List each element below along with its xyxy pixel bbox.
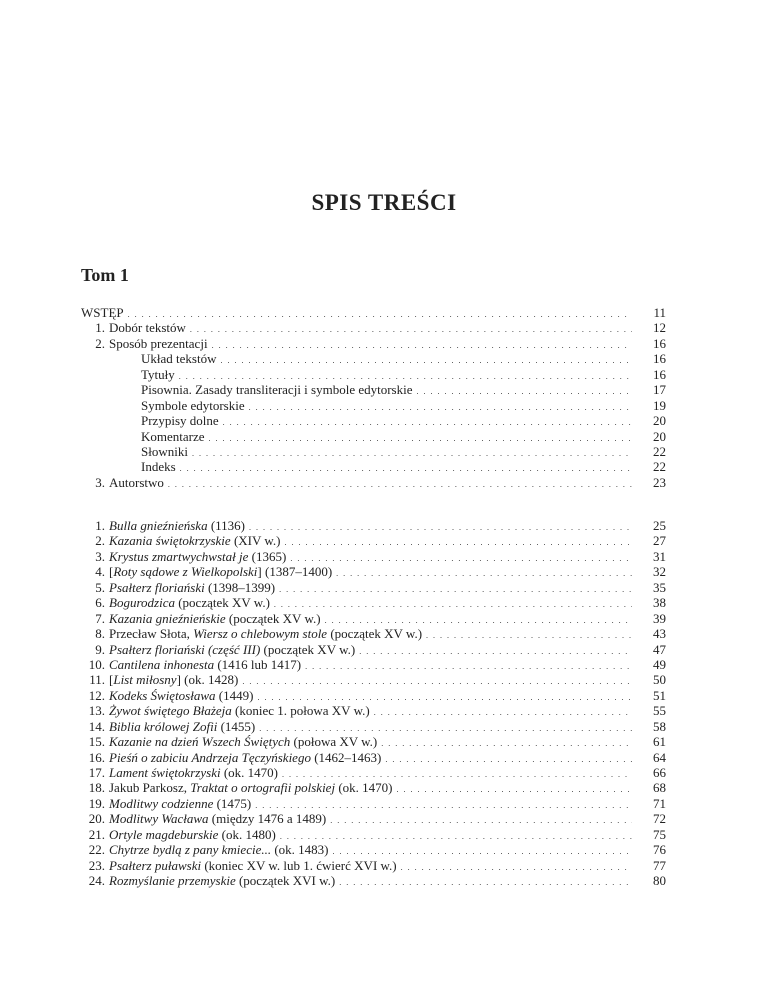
toc-entry-date: (1398–1399) <box>204 579 276 595</box>
toc-entry-label <box>81 750 381 765</box>
toc-entry <box>81 827 666 842</box>
toc-entry-number: 17. <box>88 765 105 780</box>
toc-entry <box>81 305 666 320</box>
toc-entry-number: 6. <box>95 595 105 611</box>
toc-page-number: 50 <box>653 672 666 688</box>
toc-entry-number: 9. <box>95 641 105 657</box>
dot-leader <box>385 752 632 767</box>
toc-entry-number: 3. <box>95 548 105 564</box>
toc-entry <box>81 672 666 687</box>
toc-page-number: 22 <box>653 459 666 475</box>
toc-entry-title-italic: Modlitwy Wacława <box>109 811 209 827</box>
toc-entry <box>81 580 666 595</box>
toc-entry-title-italic: Lament świętokrzyski <box>109 765 221 780</box>
toc-entry-label <box>81 873 335 888</box>
dot-leader <box>426 628 632 643</box>
toc-entry-text: Układ tekstów <box>141 351 217 367</box>
toc-entry-date: (ok. 1480) <box>218 826 276 842</box>
toc-entry <box>81 459 666 474</box>
toc-entry <box>81 796 666 811</box>
toc-entry <box>81 765 666 780</box>
toc-page-number: 64 <box>653 749 666 765</box>
toc-entry-number: 13. <box>88 703 105 719</box>
toc-entry-title-italic: Kazania gnieźnieńskie <box>109 610 226 626</box>
toc-entry-title-italic: Chytrze bydlą z pany kmiecie... <box>109 842 272 858</box>
toc-entry <box>81 336 666 351</box>
toc-page-number: 38 <box>653 595 666 611</box>
page-title: SPIS TREŚCI <box>311 190 457 215</box>
toc-page-number: 68 <box>653 780 666 796</box>
dot-leader <box>381 736 632 751</box>
toc-page-number: 49 <box>653 656 666 672</box>
toc-entry-date: (początek XV w.) <box>225 610 321 626</box>
toc-entry-text: Pisownia. Zasady transliteracji i symbole edytorskie <box>141 382 413 398</box>
toc-entry-label <box>81 672 238 687</box>
toc-entry-number: 21. <box>88 826 105 842</box>
toc-entry-label <box>81 367 175 382</box>
toc-entry-text: Jakub Parkosz, <box>109 780 191 796</box>
dot-leader <box>249 520 632 535</box>
toc-entry <box>81 413 666 428</box>
toc-entry-label <box>81 811 326 826</box>
toc-entry <box>81 444 666 459</box>
toc-entry-label <box>81 657 301 672</box>
toc-page-number: 75 <box>653 826 666 842</box>
toc-entry-label <box>81 320 186 335</box>
toc-entry-number: 4. <box>95 564 105 580</box>
toc-entry-title-italic: Kodeks Świętosława <box>109 687 216 703</box>
toc-entry <box>81 642 666 657</box>
toc-entry-number: 12. <box>88 687 105 703</box>
toc-entry-date: (ok. 1470) <box>220 765 278 780</box>
toc-entry-text: Symbole edytorskie <box>141 397 245 413</box>
toc-entry <box>81 595 666 610</box>
toc-entry-label <box>81 549 286 564</box>
toc-entry-date: (XIV w.) <box>230 533 281 549</box>
toc-page-number: 80 <box>653 873 666 889</box>
dot-leader <box>401 860 632 875</box>
toc-entry-label <box>81 703 370 718</box>
toc-entry-number: 11. <box>89 672 105 688</box>
toc-entry-date: (1365) <box>248 548 287 564</box>
toc-entry-number: 3. <box>95 474 105 490</box>
toc-page-number: 76 <box>653 842 666 858</box>
toc-entry-text: [ <box>109 672 114 688</box>
toc-entry-label <box>81 459 176 474</box>
toc-entry-date: (1416 lub 1417) <box>214 656 302 672</box>
toc-entry <box>81 564 666 579</box>
toc-page-number: 20 <box>653 413 666 429</box>
toc-page-number: 17 <box>653 382 666 398</box>
toc-page-number: 22 <box>653 443 666 459</box>
toc-page-number: 35 <box>653 579 666 595</box>
toc-entry-number: 14. <box>88 718 105 734</box>
toc-entry-label <box>81 796 251 811</box>
toc-page-number: 19 <box>653 397 666 413</box>
dot-leader <box>330 813 632 828</box>
toc-entry-number: 8. <box>95 626 105 642</box>
toc-entry-title-italic: Cantilena inhonesta <box>109 656 215 672</box>
toc-entry <box>81 533 666 548</box>
toc-entry-label <box>81 626 422 641</box>
toc-entry-label <box>81 533 281 548</box>
toc-entry-number: 24. <box>88 873 105 889</box>
toc-entry-number: 2. <box>95 533 105 549</box>
toc-entry-number: 7. <box>95 610 105 626</box>
toc-entry-title-italic: List miłosny <box>113 672 177 688</box>
toc-entry-date: (1136) <box>207 518 246 533</box>
toc-entry-date: (początek XV w.) <box>327 626 423 642</box>
toc-entry-number: 2. <box>95 335 105 351</box>
toc-entry-text: Sposób prezentacji <box>109 335 208 351</box>
toc-page-number: 12 <box>653 320 666 336</box>
toc-entry-number: 20. <box>88 811 105 827</box>
toc-entry-label <box>81 475 164 490</box>
dot-leader <box>285 535 632 550</box>
toc-entry-label <box>81 595 270 610</box>
dot-leader <box>249 400 632 415</box>
toc-entry-number: 10. <box>88 656 105 672</box>
toc-entry <box>81 842 666 857</box>
toc-entry-number: 18. <box>88 780 105 796</box>
toc-entry <box>81 858 666 873</box>
dot-leader <box>274 597 632 612</box>
toc-entry-title-italic: Żywot świętego Błażeja <box>109 703 232 719</box>
toc-entry-label <box>81 719 255 734</box>
toc-entry-number: 16. <box>88 749 105 765</box>
toc-entry-date: (1455) <box>217 718 256 734</box>
toc-entry-title-italic: Kazanie na dzień Wszech Świętych <box>109 734 291 750</box>
toc-entry-title-italic: Biblia królowej Zofii <box>109 718 218 734</box>
toc-entry-text: Przypisy dolne <box>141 413 219 429</box>
toc-entry <box>81 703 666 718</box>
toc-page-number: 16 <box>653 366 666 382</box>
toc-entry-label <box>81 765 278 780</box>
toc-entry-date: (1475) <box>213 795 252 811</box>
toc-page-number: 43 <box>653 626 666 642</box>
toc-page-number: 47 <box>653 641 666 657</box>
toc-entry-date: (początek XV w.) <box>260 641 356 657</box>
toc-entry-title-italic: Kazania świętokrzyskie <box>109 533 231 549</box>
toc-page-number: 20 <box>653 428 666 444</box>
toc-entry-label <box>81 642 355 657</box>
toc-entry-number: 15. <box>88 734 105 750</box>
toc-entry-label <box>81 336 208 351</box>
toc-entry-title-italic: Krystus zmartwychwstał je <box>109 548 249 564</box>
toc-entry <box>81 382 666 397</box>
toc-entry-date: (koniec 1. połowa XV w.) <box>231 703 370 719</box>
toc-page-number: 25 <box>653 518 666 533</box>
toc-entry-date: (początek XVI w.) <box>235 873 336 889</box>
toc-entry-text: Tytuły <box>141 366 175 382</box>
toc-entry <box>81 873 666 888</box>
toc-entry <box>81 398 666 413</box>
toc-texts-section <box>81 518 666 889</box>
toc-entry <box>81 351 666 366</box>
toc-entry-number: 23. <box>88 857 105 873</box>
dot-leader <box>374 705 632 720</box>
dot-leader <box>128 307 632 322</box>
toc-entry-title-italic: Bulla gnieźnieńska <box>109 518 208 533</box>
toc-entry <box>81 626 666 641</box>
dot-leader <box>290 551 632 566</box>
toc-page-number: 32 <box>653 564 666 580</box>
toc-entry-label <box>81 398 245 413</box>
toc-entry-title-italic: Roty sądowe z Wielkopolski <box>113 564 258 580</box>
toc-page-number: 51 <box>653 687 666 703</box>
dot-leader <box>242 674 632 689</box>
toc-entry-label <box>81 827 276 842</box>
toc-entry-title-italic: Traktat o ortografii polskiej <box>190 780 336 796</box>
toc-entry-label <box>81 842 329 857</box>
dot-leader <box>339 875 632 890</box>
toc-entry-title-italic: Psałterz puławski <box>109 857 202 873</box>
toc-page-number: 72 <box>653 811 666 827</box>
dot-leader <box>220 353 632 368</box>
toc-entry <box>81 320 666 335</box>
dot-leader <box>192 446 632 461</box>
toc-page-number: 27 <box>653 533 666 549</box>
toc-entry <box>81 518 666 533</box>
toc-entry-number: 5. <box>95 579 105 595</box>
toc-entry-number: 22. <box>88 842 105 858</box>
toc-entry-number: 1. <box>95 518 105 533</box>
toc-entry-label <box>81 688 253 703</box>
toc-entry-date: ] (ok. 1428) <box>176 672 239 688</box>
toc-entry-label <box>81 444 188 459</box>
dot-leader <box>212 338 632 353</box>
dot-leader <box>168 477 632 492</box>
toc-entry <box>81 780 666 795</box>
dot-leader <box>209 431 632 446</box>
toc-entry-date: (ok. 1483) <box>271 842 329 858</box>
toc-entry-label <box>81 413 219 428</box>
toc-entry-title-italic: Psałterz floriański (część III) <box>109 641 261 657</box>
toc-entry-text: Komentarze <box>141 428 205 444</box>
toc-entry <box>81 734 666 749</box>
toc-entry <box>81 811 666 826</box>
toc-entry-date: (koniec XV w. lub 1. ćwierć XVI w.) <box>201 857 397 873</box>
toc-entry-title-italic: Ortyle magdeburskie <box>109 826 219 842</box>
toc-entry-label <box>81 734 377 749</box>
toc-entry-number: 19. <box>88 795 105 811</box>
toc-entry-date: (połowa XV w.) <box>290 734 378 750</box>
dot-leader <box>336 566 632 581</box>
toc-entry-label <box>81 429 205 444</box>
toc-page-number: 11 <box>653 305 666 320</box>
toc-page-number: 55 <box>653 703 666 719</box>
toc-page-number: 39 <box>653 610 666 626</box>
toc-page-number: 71 <box>653 795 666 811</box>
toc-entry-title-italic: Bogurodzica <box>109 595 175 611</box>
toc-entry-text: WSTĘP <box>81 305 124 320</box>
dot-leader <box>305 659 632 674</box>
dot-leader <box>190 322 632 337</box>
toc-page-number: 66 <box>653 765 666 780</box>
volume-heading: Tom 1 <box>81 265 129 285</box>
toc-entry-date: (1462–1463) <box>310 749 382 765</box>
toc-entry-label <box>81 518 245 533</box>
toc-intro-section <box>81 305 666 490</box>
toc-page-number: 77 <box>653 857 666 873</box>
toc-entry <box>81 429 666 444</box>
toc-entry <box>81 657 666 672</box>
toc-entry-title-italic: Modlitwy codzienne <box>109 795 214 811</box>
toc-entry-date: (początek XV w.) <box>174 595 270 611</box>
toc-entry-title-italic: Wiersz o chlebowym stole <box>193 626 328 642</box>
toc-entry-label <box>81 580 275 595</box>
toc-entry-number: 1. <box>95 320 105 336</box>
toc-entry-label <box>81 780 393 795</box>
toc-entry-text: Dobór tekstów <box>109 320 186 336</box>
toc-entry <box>81 549 666 564</box>
toc-entry-label <box>81 305 124 320</box>
dot-leader <box>397 782 633 797</box>
toc-entry-title-italic: Pieśń o zabiciu Andrzeja Tęczyńskiego <box>109 749 311 765</box>
toc-entry <box>81 750 666 765</box>
toc-entry-date: (1449) <box>215 687 254 703</box>
toc-entry <box>81 367 666 382</box>
dot-leader <box>279 582 632 597</box>
toc-entry-label <box>81 611 321 626</box>
dot-leader <box>359 644 632 659</box>
dot-leader <box>180 461 632 476</box>
toc-entry-text: Autorstwo <box>109 474 164 490</box>
toc-page-number: 61 <box>653 734 666 750</box>
toc-page-number: 23 <box>653 474 666 490</box>
dot-leader <box>280 829 632 844</box>
toc-page-number: 16 <box>653 335 666 351</box>
toc-page-number: 31 <box>653 548 666 564</box>
toc-entry-date: (ok. 1470) <box>335 780 393 796</box>
toc-entry-text: Przecław Słota, <box>109 626 194 642</box>
toc-entry <box>81 475 666 490</box>
dot-leader <box>223 415 632 430</box>
toc-entry-label <box>81 382 413 397</box>
toc-entry-date: ] (1387–1400) <box>257 564 333 580</box>
toc-entry <box>81 611 666 626</box>
toc-entry-label <box>81 564 332 579</box>
toc-entry <box>81 719 666 734</box>
toc-entry-text: Indeks <box>141 459 176 475</box>
toc-entry-title-italic: Psałterz floriański <box>109 579 205 595</box>
dot-leader <box>417 384 633 399</box>
toc-entry <box>81 688 666 703</box>
toc-entry-title-italic: Rozmyślanie przemyskie <box>109 873 236 889</box>
toc-entry-label <box>81 858 397 873</box>
toc-entry-text: [ <box>109 564 114 580</box>
toc-page-number: 58 <box>653 718 666 734</box>
toc-entry-text: Słowniki <box>141 443 188 459</box>
toc-entry-label <box>81 351 216 366</box>
toc-entry-date: (między 1476 a 1489) <box>208 811 327 827</box>
toc-page-number: 16 <box>653 351 666 367</box>
